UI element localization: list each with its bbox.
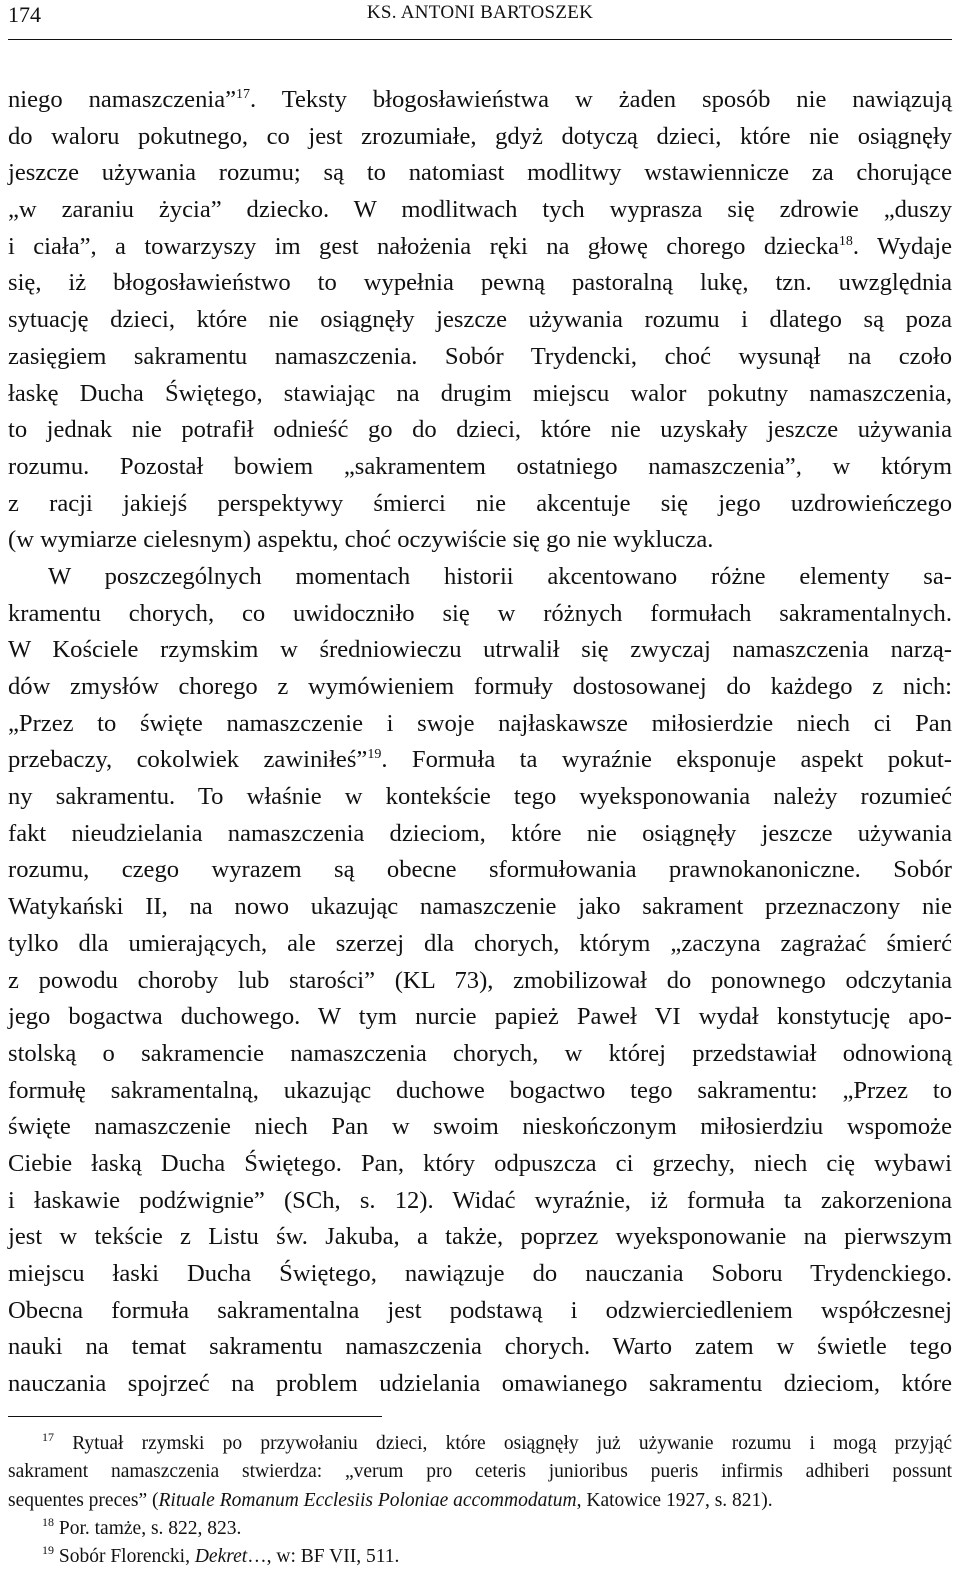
footnote-18: $^{18}$ Por. tamże, s. 822, 823. [42, 1514, 242, 1539]
text-line: tylko dla umierających, ale szerzej dla chorych, którym „zaczyna zagrażać śmierć [8, 929, 952, 957]
text-line: zasięgiem sakramentu namaszczenia. Sobór Trydencki, choć wysunął na czoło [8, 342, 952, 370]
running-head: KS. ANTONI BARTOSZEK [366, 2, 594, 23]
footnote-marker: 17 [42, 1430, 54, 1444]
text-line: Obecna formuła sakramentalna jest podstawą i odzwierciedleniem współczesnej [8, 1296, 952, 1324]
page-header [8, 0, 952, 40]
text-line: z powodu choroby lub starości” (KL 73), zmobilizował do ponownego odczytania [8, 966, 952, 994]
text-line: nauki na temat sakramentu namaszczenia chorych. Warto zatem w świetle tego [8, 1333, 952, 1361]
text-line: niego namaszczenia”$^{17}$. Teksty błogosławieństwa w żaden sposób nie nawiązują [8, 86, 952, 113]
text-line: fakt nieudzielania namaszczenia dzieciom, które nie osiągnęły jeszcze używania [8, 819, 952, 847]
footnote-19: $^{19}$ Sobór Florencki, Dekret…, w: BF VII, 511. [42, 1543, 400, 1568]
text-line: do waloru pokutnego, co jest zrozumiałe, gdyż dotyczą dzieci, które nie osiągnęły [8, 122, 952, 150]
text-line: miejscu łaski Ducha Świętego, nawiązuje do nauczania Soboru Trydenckiego. [8, 1260, 952, 1287]
text-line: z racji jakiejś perspektywy śmierci nie akcentuje się jego uzdrowieńczego [8, 489, 952, 517]
text-line: ny sakramentu. To właśnie w kontekście tego wyeksponowania należy rozumieć [8, 783, 952, 811]
text-line: łaskę Ducha Świętego, stawiając na drugim miejscu walor pokutny namaszczenia, [8, 379, 952, 407]
text-line: święte namaszczenie niech Pan w swoim nieskończonym miłosierdziu wspomoże [8, 1113, 952, 1141]
footnote-marker: 18 [42, 1514, 54, 1529]
text-line: to jednak nie potrafił odnieść go do dzieci, które nie uzyskały jeszcze używania [8, 416, 952, 444]
text-line: formułę sakramentalną, ukazując duchowe bogactwo tego sakramentu: „Przez to [8, 1076, 952, 1104]
footnote-ref[interactable]: 17 [236, 87, 251, 102]
text-line: dów zmysłów chorego z wymówieniem formuły dostosowanej do każdego z nich: [8, 673, 952, 700]
text-line: i łaskawie podźwignie” (SCh, s. 12). Widać wyraźnie, iż formuła ta zakorzeniona [8, 1186, 952, 1214]
text-line: „w zaraniu życia” dziecko. W modlitwach tych wyprasza się zdrowie „duszy [8, 196, 952, 224]
text-line: jest w tekście z Listu św. Jakuba, a także, poprzez wyeksponowanie na pierwszym [8, 1223, 952, 1251]
text-line: jego bogactwa duchowego. W tym nurcie papież Paweł VI wydał konstytucję apo- [8, 1003, 952, 1031]
text-line: jeszcze używania rozumu; są to natomiast modlitwy wstawiennicze za chorujące [8, 159, 952, 187]
footnote-ref[interactable]: 19 [367, 747, 382, 763]
text-line: nauczania spojrzeć na problem udzielania omawianego sakramentu dzieciom, które [8, 1370, 952, 1398]
text-line: W Kościele rzymskim w średniowieczu utrwalił się zwyczaj namaszczenia narzą- [8, 636, 952, 664]
footnote-marker: 19 [42, 1543, 54, 1558]
text-line: Watykański II, na nowo ukazując namaszczenie jako sakrament przeznaczony nie [8, 893, 952, 921]
footnote-17-line: sakrament namaszczenia stwierdza: „verum pro ceteris junioribus pueris infirmis adhiberi possunt [8, 1461, 952, 1483]
footnote-17-line: sequentes preces” (Rituale Romanum Ecclesiis Poloniae accommodatum, Katowice 1927, s. 821). [8, 1489, 773, 1511]
text-line: rozumu. Pozostał bowiem „sakramentem ostatniego namaszczenia”, w którym [8, 452, 952, 480]
footnote-rule [8, 1416, 382, 1417]
text-line: Ciebie łaską Ducha Świętego. Pan, który odpuszcza ci grzechy, niech cię wybawi [8, 1149, 952, 1177]
text-line: sytuację dzieci, które nie osiągnęły jeszcze używania rozumu i dlatego są poza [8, 306, 952, 334]
text-line: W poszczególnych momentach historii akcentowano różne elementy sa- [48, 562, 952, 590]
text-line: kramentu chorych, co uwidoczniło się w różnych formułach sakramentalnych. [8, 599, 952, 627]
footnotes [8, 1430, 952, 1571]
text-line: rozumu, czego wyrazem są obecne sformułowania prawnokanoniczne. Sobór [8, 856, 952, 884]
footnote-17-line: $^{17}$ Rytuał rzymski po przywołaniu dzieci, które osiągnęły już używanie rozumu i mogą przyjąć [42, 1430, 952, 1454]
text-line: stolską o sakramencie namaszczenia chorych, w której przedstawiał odnowioną [8, 1039, 952, 1067]
text-line: „Przez to święte namaszczenie i swoje najłaskawsze miłosierdzie niech ci Pan [8, 709, 952, 737]
footnote-ref[interactable]: 18 [838, 233, 853, 249]
text-line: i ciała”, a towarzyszy im gest nałożenia ręki na głowę chorego dziecka$^{18}$. Wydaje [8, 232, 952, 260]
header-rule [8, 39, 952, 40]
page-number: 174 [8, 2, 41, 27]
body-text [8, 82, 952, 1403]
text-line: (w wymiarze cielesnym) aspektu, choć oczywiście się go nie wyklucza. [8, 526, 714, 554]
text-line: się, iż błogosławieństwo to wypełnia pewną pastoralną lukę, tzn. uwzględnia [8, 269, 952, 297]
text-line: przebaczy, cokolwiek zawiniłeś”$^{19}$. Formuła ta wyraźnie eksponuje aspekt pokut- [8, 746, 953, 774]
